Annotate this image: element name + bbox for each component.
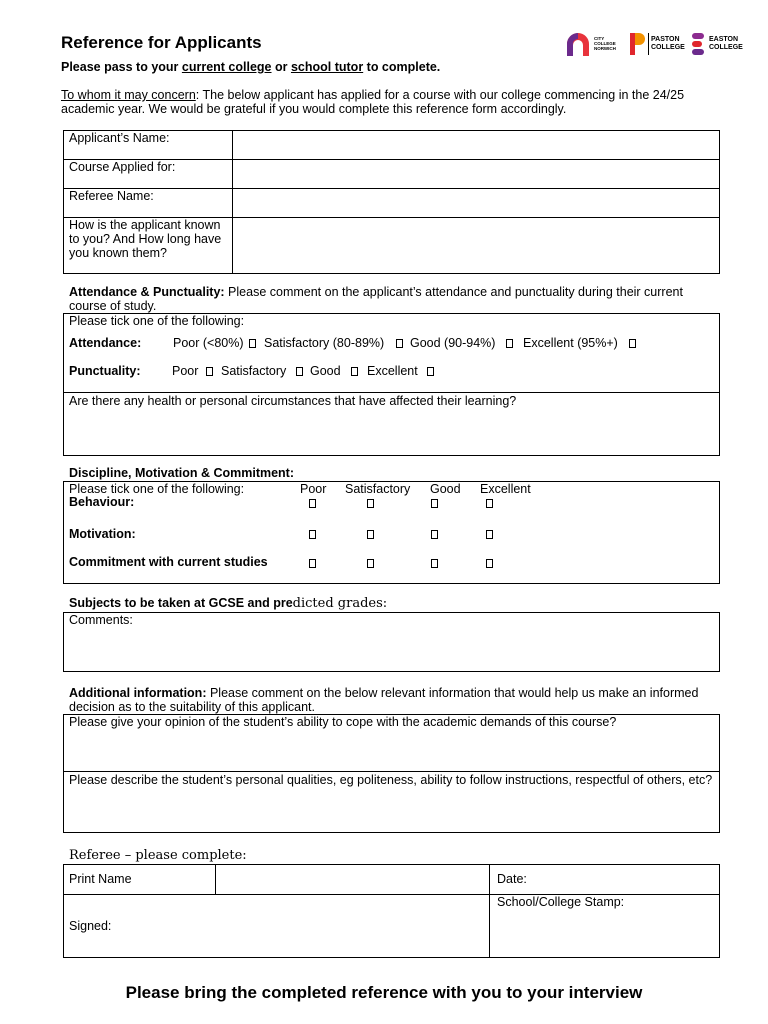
attendance-good-checkbox[interactable] bbox=[506, 339, 513, 348]
discipline-col-poor: Poor bbox=[300, 482, 327, 496]
paston-logo-icon bbox=[630, 33, 646, 55]
easton-logo-text-2: COLLEGE bbox=[709, 44, 743, 51]
commitment-label: Commitment with current studies bbox=[69, 555, 268, 569]
easton-logo-icon bbox=[692, 33, 706, 55]
city-college-logo-icon bbox=[565, 32, 591, 56]
subjects-heading bbox=[69, 596, 387, 611]
referee-heading: Referee – please complete: bbox=[69, 848, 247, 863]
commitment-good-checkbox[interactable] bbox=[431, 559, 438, 568]
course-applied-label: Course Applied for: bbox=[69, 160, 176, 174]
paston-logo-text-1: PASTON bbox=[651, 36, 680, 43]
discipline-tick-prompt: Please tick one of the following: bbox=[69, 482, 245, 496]
course-applied-field[interactable] bbox=[234, 161, 718, 187]
signature-field[interactable] bbox=[120, 898, 486, 956]
known-field[interactable] bbox=[234, 219, 718, 273]
college-logos bbox=[562, 30, 752, 60]
motivation-poor-checkbox[interactable] bbox=[309, 530, 316, 539]
punctuality-label: Punctuality: bbox=[69, 364, 141, 378]
discipline-heading: Discipline, Motivation & Commitment: bbox=[69, 466, 295, 480]
discipline-col-excellent: Excellent bbox=[480, 482, 531, 496]
attendance-satisfactory-checkbox[interactable] bbox=[396, 339, 403, 348]
date-label: Date: bbox=[497, 872, 527, 886]
motivation-good-checkbox[interactable] bbox=[431, 530, 438, 539]
attendance-excellent-checkbox[interactable] bbox=[629, 339, 636, 348]
behaviour-excellent-checkbox[interactable] bbox=[486, 499, 493, 508]
punctuality-poor-checkbox[interactable] bbox=[206, 367, 213, 376]
easton-logo-text-1: EASTON bbox=[709, 36, 739, 43]
punctuality-satisfactory-checkbox[interactable] bbox=[296, 367, 303, 376]
stamp-label: School/College Stamp: bbox=[497, 895, 625, 909]
subtitle-current-college: current college bbox=[181, 60, 272, 74]
punctuality-option-excellent: Excellent bbox=[367, 364, 418, 378]
subtitle-school-tutor: school tutor bbox=[290, 60, 364, 74]
attendance-heading-bold: Attendance & Punctuality: bbox=[69, 285, 225, 299]
additional-q2-answer[interactable] bbox=[65, 803, 718, 831]
discipline-col-good: Good bbox=[430, 482, 461, 496]
behaviour-satisfactory-checkbox[interactable] bbox=[367, 499, 374, 508]
punctuality-good-checkbox[interactable] bbox=[351, 367, 358, 376]
attendance-tick-prompt: Please tick one of the following: bbox=[69, 314, 245, 328]
behaviour-good-checkbox[interactable] bbox=[431, 499, 438, 508]
signed-label: Signed: bbox=[69, 919, 112, 933]
attendance-label: Attendance: bbox=[69, 336, 142, 350]
attendance-poor-checkbox[interactable] bbox=[249, 339, 256, 348]
subjects-comments-label: Comments: bbox=[69, 613, 133, 627]
behaviour-label: Behaviour: bbox=[69, 495, 135, 509]
attendance-option-poor: Poor (<80%) bbox=[173, 336, 244, 350]
commitment-poor-checkbox[interactable] bbox=[309, 559, 316, 568]
health-answer-field[interactable] bbox=[65, 410, 718, 454]
subjects-heading-sans: Subjects to be taken at GCSE and pre bbox=[69, 596, 293, 610]
footer-note: Please bring the completed reference with you to your interview bbox=[125, 983, 643, 1002]
additional-heading-text: Please comment on the below relevant information that would help us make an informed decision as to the suitability of this applicant. bbox=[69, 686, 699, 714]
behaviour-poor-checkbox[interactable] bbox=[309, 499, 316, 508]
attendance-heading-text: Please comment on the applicant’s attendance and punctuality during their current course of study. bbox=[69, 285, 683, 313]
punctuality-option-satisfactory: Satisfactory bbox=[221, 364, 287, 378]
print-name-field[interactable] bbox=[217, 866, 487, 892]
attendance-heading bbox=[69, 285, 719, 313]
intro-paragraph bbox=[61, 89, 701, 116]
health-question: Are there any health or personal circumstances that have affected their learning? bbox=[69, 394, 517, 408]
motivation-label: Motivation: bbox=[69, 527, 136, 541]
subtitle-pre: Please pass to your bbox=[61, 60, 182, 74]
additional-q1-answer[interactable] bbox=[65, 731, 718, 769]
motivation-excellent-checkbox[interactable] bbox=[486, 530, 493, 539]
attendance-option-excellent: Excellent (95%+) bbox=[523, 336, 618, 350]
punctuality-excellent-checkbox[interactable] bbox=[427, 367, 434, 376]
print-name-label: Print Name bbox=[69, 872, 132, 886]
punctuality-option-poor: Poor bbox=[172, 364, 199, 378]
subtitle-mid: or bbox=[271, 60, 291, 74]
paston-logo-text-2: COLLEGE bbox=[651, 44, 685, 51]
intro-lead: To whom it may concern bbox=[61, 88, 196, 102]
stamp-area[interactable] bbox=[491, 912, 718, 956]
punctuality-option-good: Good bbox=[310, 364, 341, 378]
commitment-satisfactory-checkbox[interactable] bbox=[367, 559, 374, 568]
commitment-excellent-checkbox[interactable] bbox=[486, 559, 493, 568]
additional-heading bbox=[69, 686, 721, 714]
applicant-name-label: Applicant’s Name: bbox=[69, 131, 170, 145]
known-label: How is the applicant known to you? And How long have you known them? bbox=[69, 218, 222, 260]
attendance-option-good: Good (90-94%) bbox=[410, 336, 496, 350]
referee-name-field[interactable] bbox=[234, 190, 718, 216]
additional-heading-bold: Additional information: bbox=[69, 686, 207, 700]
additional-q2: Please describe the student’s personal qualities, eg politeness, ability to follow instructions, respectful of others, etc? bbox=[69, 773, 713, 787]
discipline-col-satisfactory: Satisfactory bbox=[345, 482, 411, 496]
motivation-satisfactory-checkbox[interactable] bbox=[367, 530, 374, 539]
city-college-logo-text: CITY COLLEGE NORWICH bbox=[594, 36, 616, 51]
attendance-option-satisfactory: Satisfactory (80-89%) bbox=[264, 336, 385, 350]
applicant-name-field[interactable] bbox=[234, 132, 718, 158]
subjects-comments-field[interactable] bbox=[65, 628, 718, 670]
paston-divider bbox=[648, 33, 649, 55]
additional-q1: Please give your opinion of the student’s ability to cope with the academic demands of this course? bbox=[69, 715, 617, 729]
intro-text: : The below applicant has applied for a course with our college commencing in the 24/25 academic year. We would be grateful if you would complete this reference form accordingly. bbox=[61, 88, 685, 116]
page-title: Reference for Applicants bbox=[61, 33, 262, 52]
referee-name-label: Referee Name: bbox=[69, 189, 154, 203]
subtitle-post: to complete. bbox=[363, 60, 441, 74]
subtitle bbox=[61, 60, 440, 74]
subjects-heading-serif: dicted grades: bbox=[292, 596, 388, 611]
